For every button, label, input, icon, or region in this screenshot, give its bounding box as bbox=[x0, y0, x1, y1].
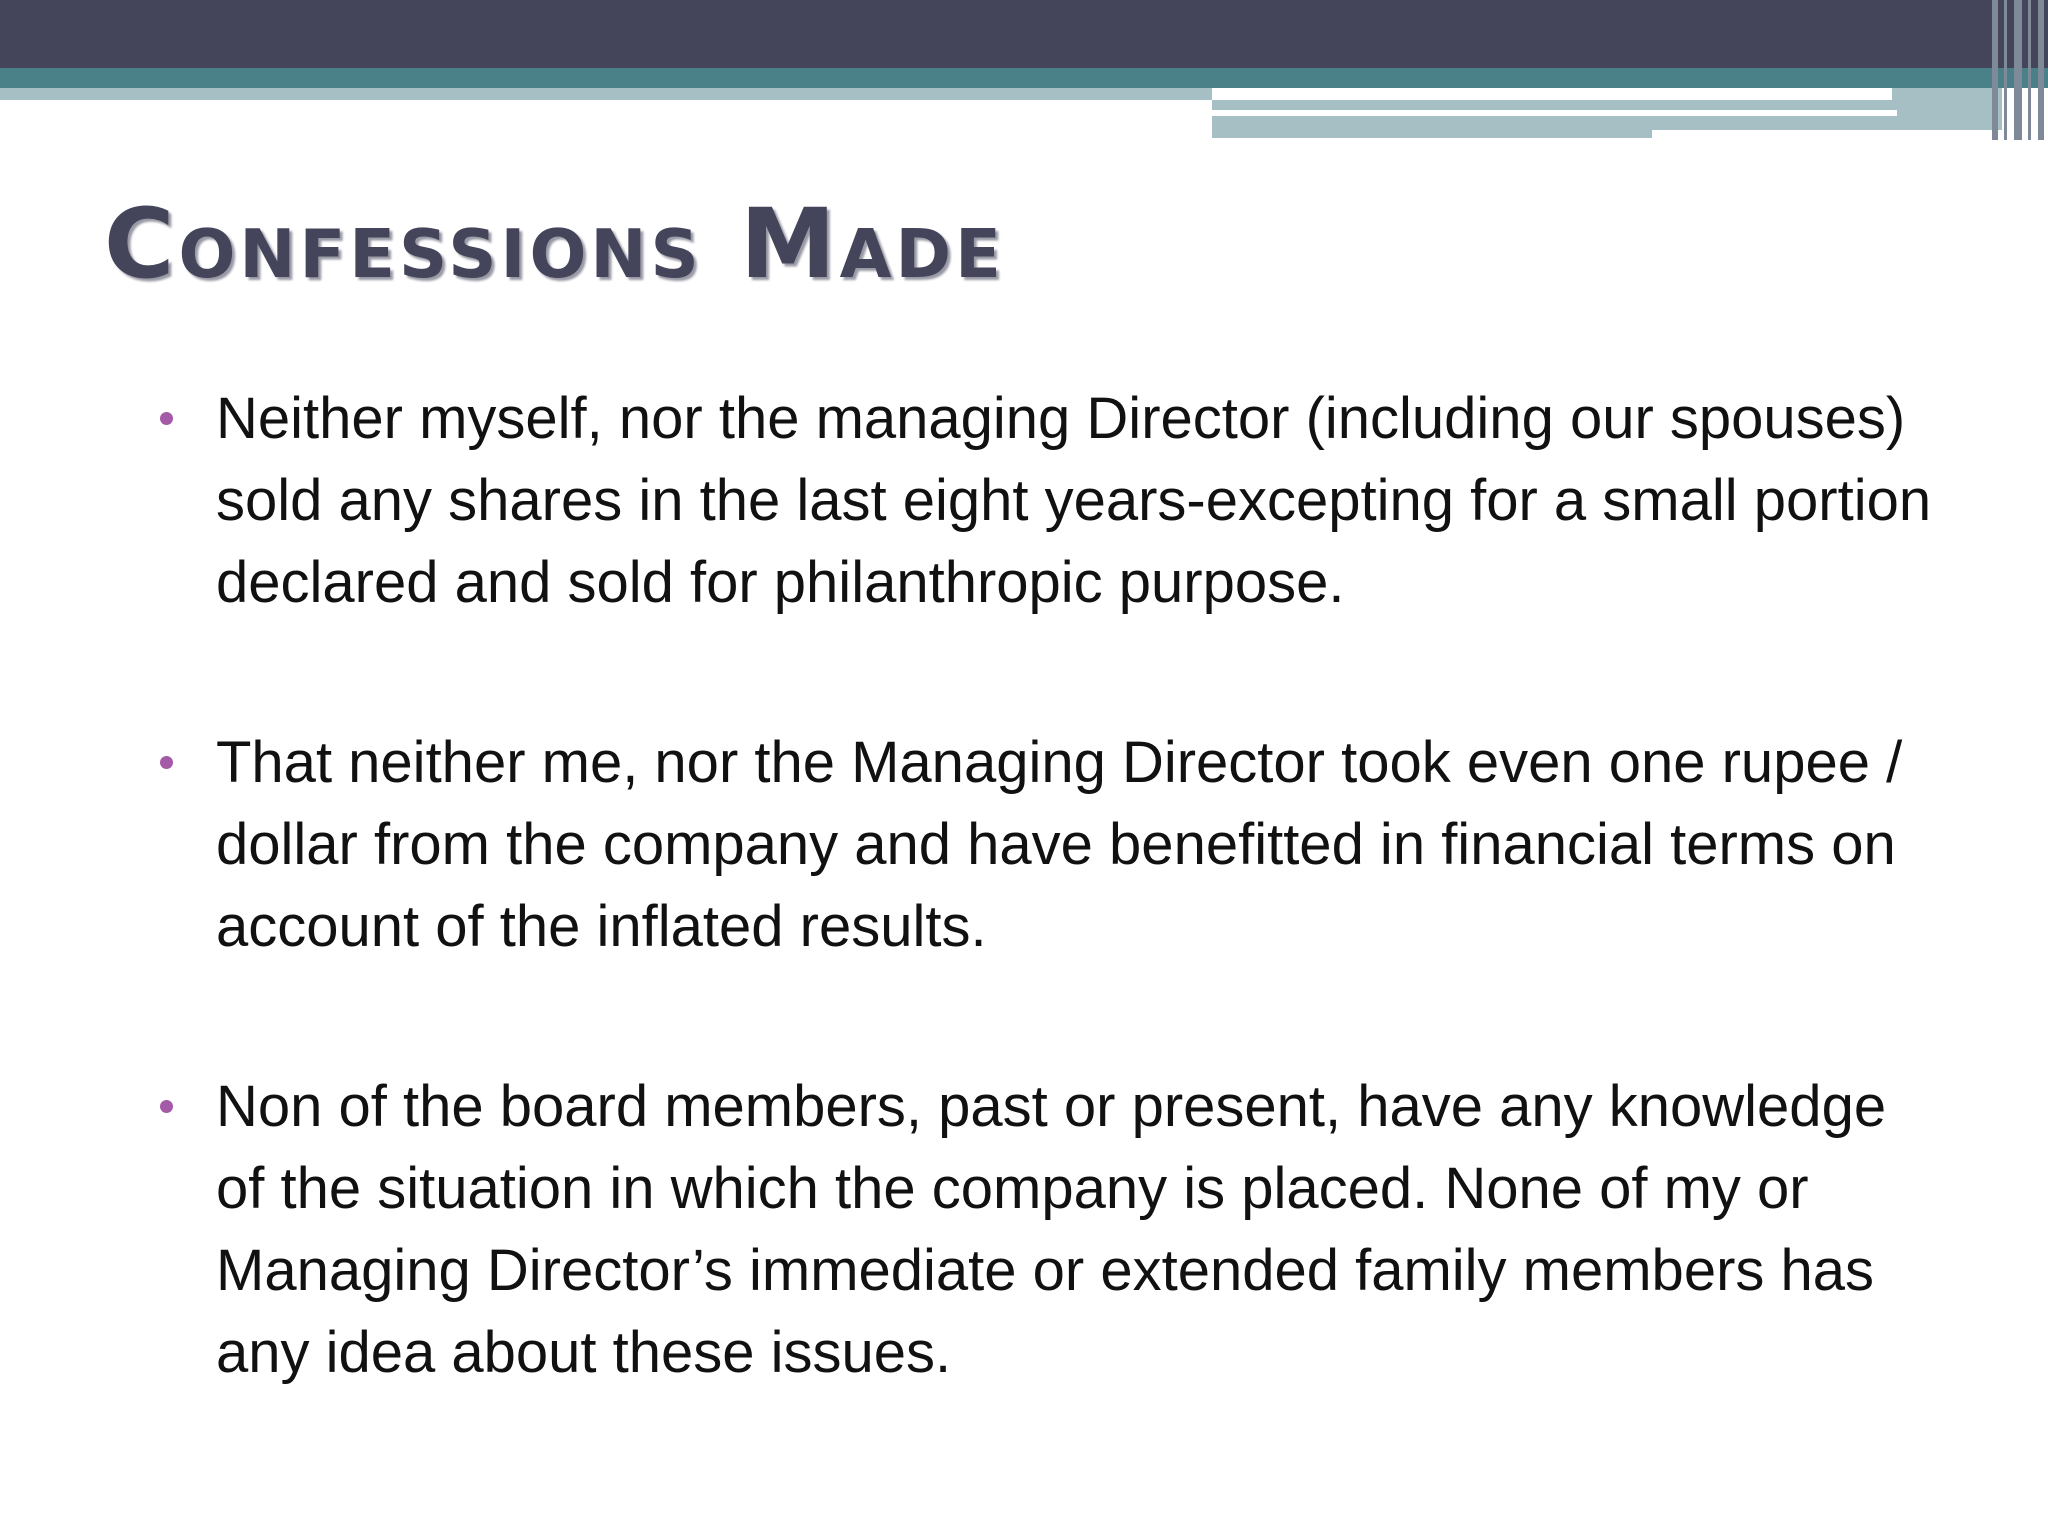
header-band-dark bbox=[0, 0, 2048, 68]
bullet-icon bbox=[160, 412, 173, 425]
bullet-icon bbox=[160, 1100, 173, 1113]
bullet-text: Non of the board members, past or present, have any knowledge of the situation in which the company is placed. None of my or Managing Director’s immediate or extended family members has any idea about these issues. bbox=[216, 1074, 1887, 1385]
list-item bbox=[160, 378, 1940, 624]
list-item bbox=[160, 1066, 1940, 1394]
header-band-teal bbox=[0, 68, 2048, 88]
list-item bbox=[160, 722, 1940, 968]
header-vertical-bars bbox=[1988, 0, 2048, 140]
bullet-icon bbox=[160, 756, 173, 769]
header-band-light bbox=[0, 88, 1212, 100]
header-band-light-corner bbox=[1892, 88, 2002, 130]
header-stripe-short bbox=[1652, 130, 1897, 138]
header-stripe bbox=[1212, 110, 1897, 116]
bullet-list bbox=[160, 378, 1940, 1492]
bullet-text: That neither me, nor the Managing Director took even one rupee / dollar from the company and have benefitted in financial terms on account of the inflated results. bbox=[216, 730, 1903, 959]
slide-title: Confessions Made bbox=[104, 188, 1005, 300]
bullet-text: Neither myself, nor the managing Director (including our spouses) sold any shares in the last eight years-excepting for a small portion declared and sold for philanthropic purpose. bbox=[216, 386, 1932, 615]
